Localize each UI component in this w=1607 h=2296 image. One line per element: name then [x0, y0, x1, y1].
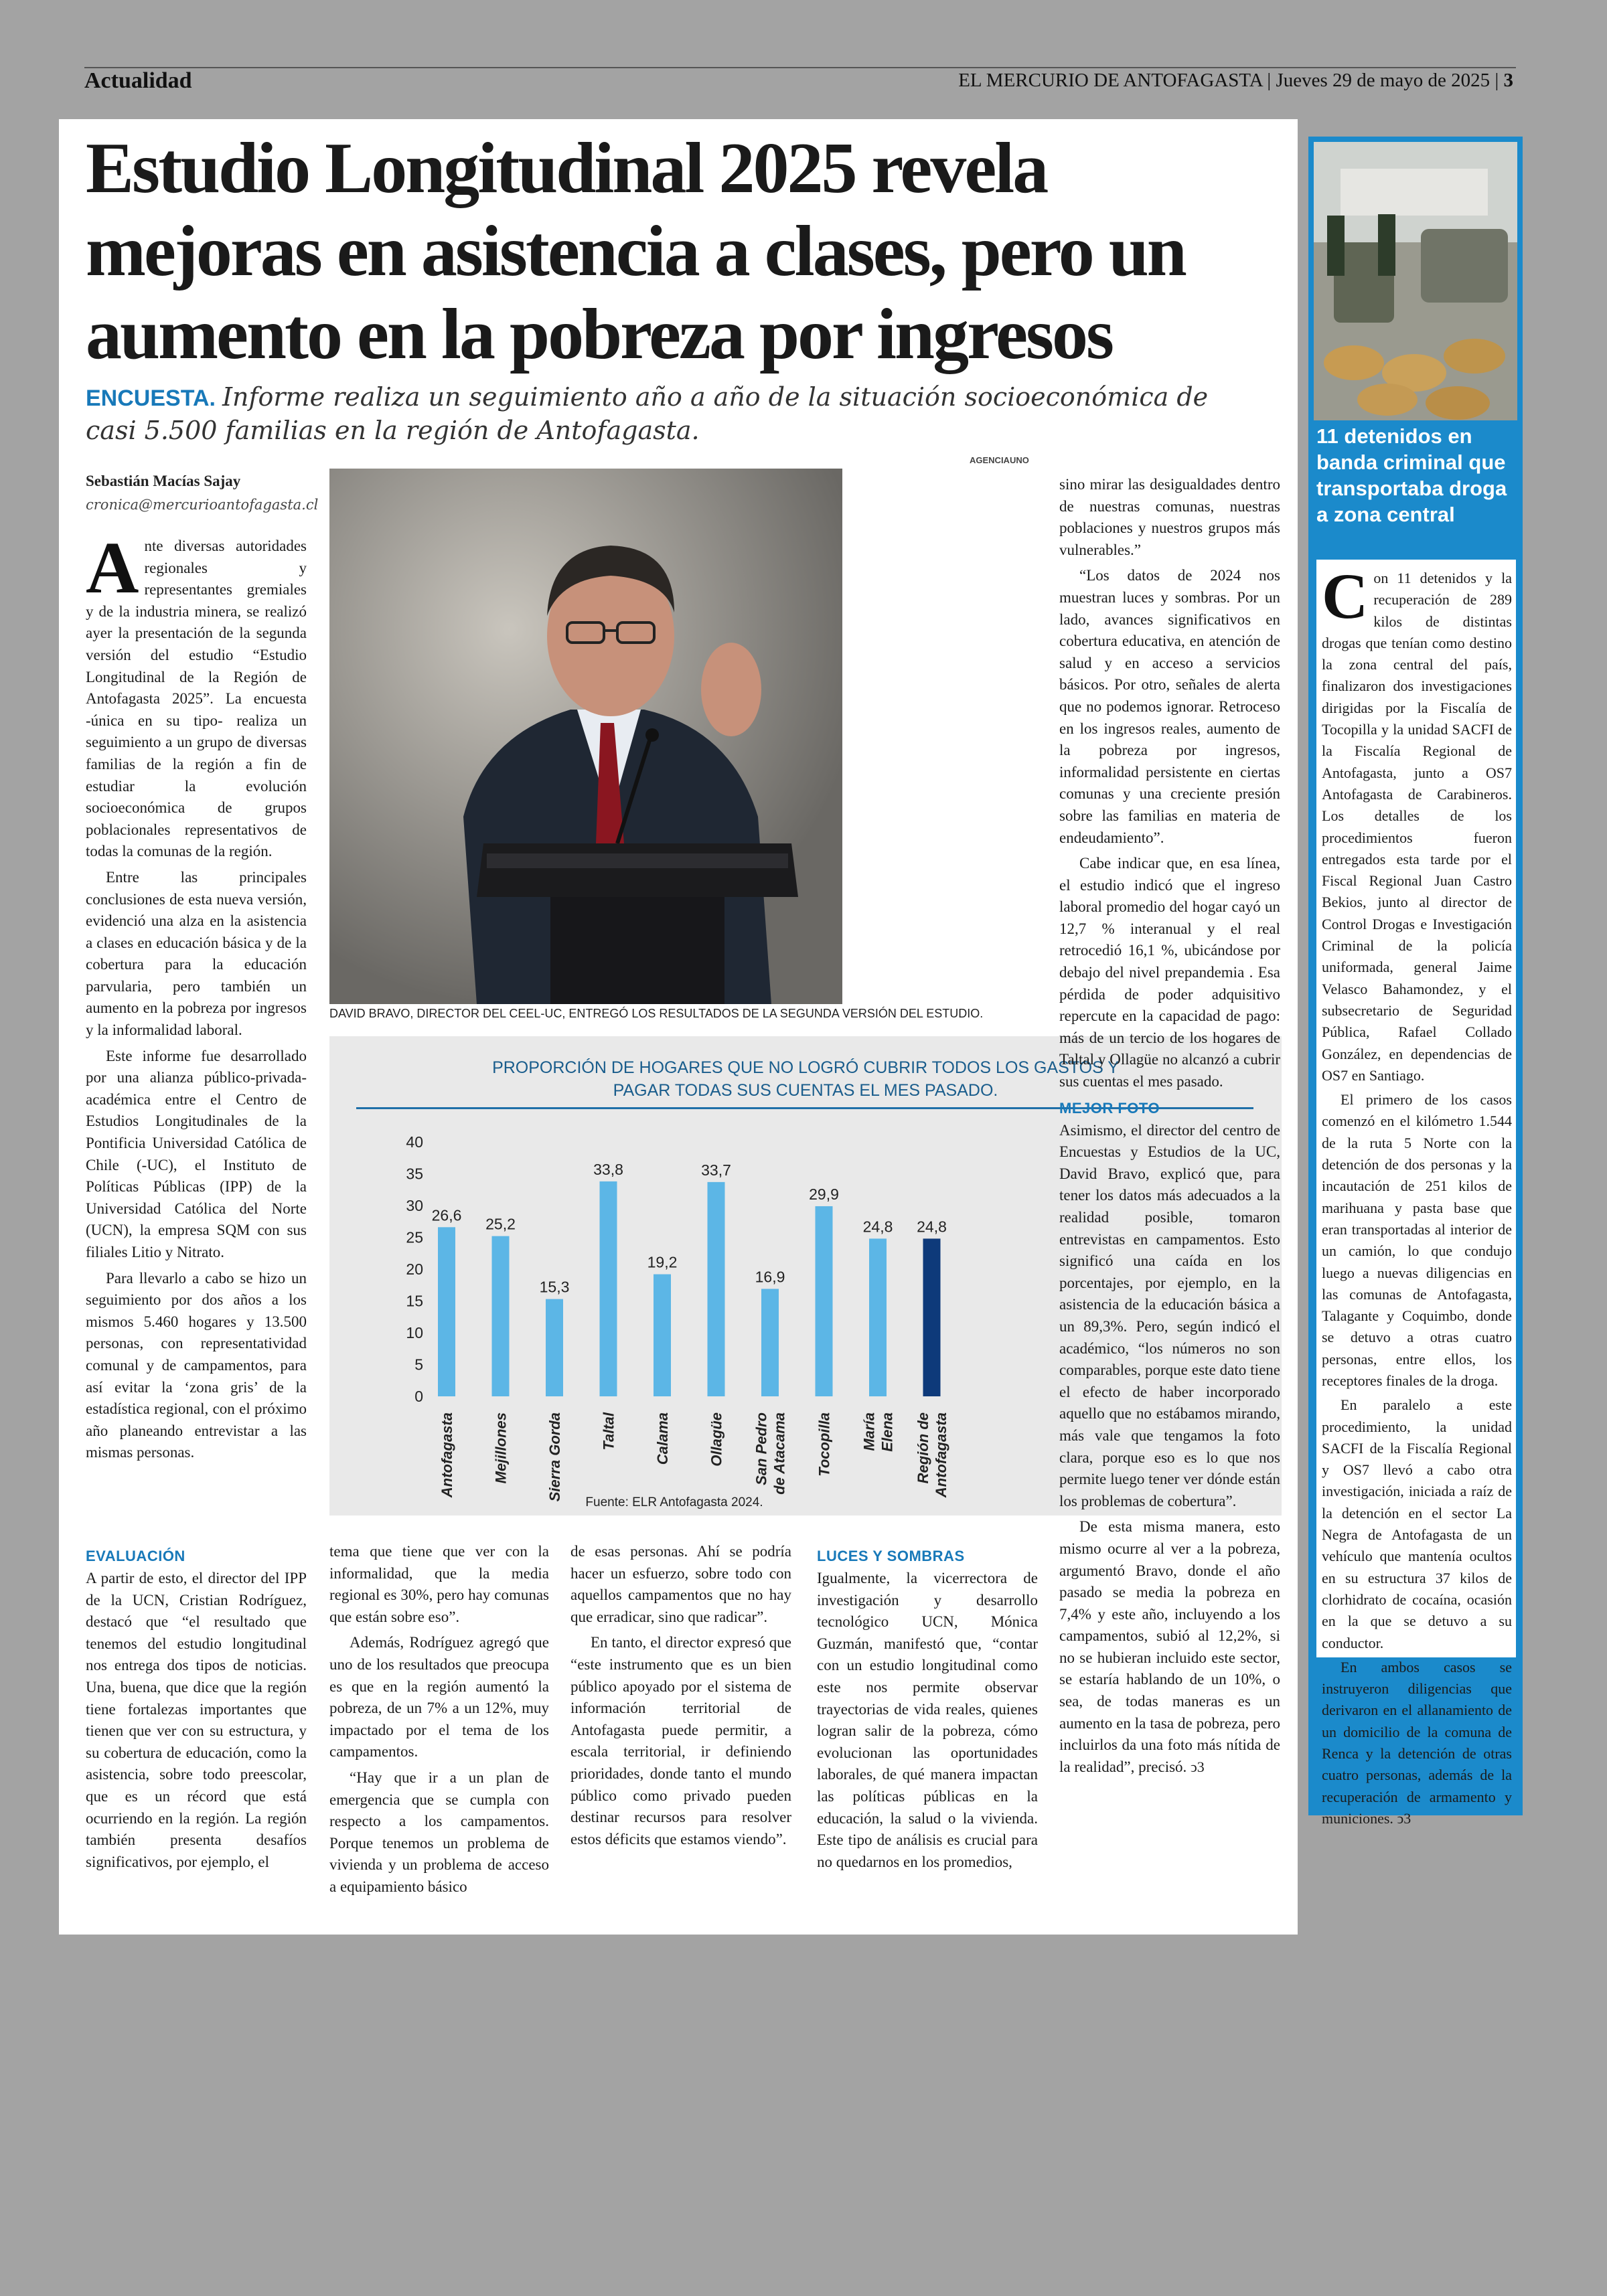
data-label: 33,7	[701, 1161, 731, 1179]
drop-cap: A	[86, 536, 139, 608]
data-label: 16,9	[755, 1268, 785, 1286]
paragraph: Asimismo, el director del centro de Encuestas y Estudios de la UC, David Bravo, explicó que, para tener los datos más adecuados a la realidad posible, tomaron entrevistas en campamentos. Esto significó una caída en los porcentajes, por ejemplo, en la asistencia de la educación básica a un 89,3%. Pero, según indicó el académico, “los números no son comparables, porque este dato tiene el efecto de haber incorporado aquello que no estábamos mirando, más vale que tengamos la foto clara, porque eso es lo que nos permite luego tener ver dónde están los problemas de cobertura”.	[1059, 1121, 1280, 1509]
data-label: 33,8	[593, 1160, 623, 1178]
paragraph: El primero de los casos comenzó en el kilómetro 1.544 de la ruta 5 Norte con la detención de dos personas y la incautación de 251 kilos de marihuana y pasta base que eran transportadas al interior de un camión, lo que condujo luego a nuevas diligencias en las comunas de Antofagasta, Talagante y Coquimbo, donde se detuvo a otras cuatro personas, entre ellos, los receptores finales de la droga.	[1322, 1091, 1512, 1389]
x-tick-label: Calama	[654, 1412, 671, 1465]
bar	[438, 1227, 455, 1396]
article-column-1	[86, 536, 307, 1540]
chart-source: Fuente: ELR Antofagasta 2024.	[585, 1495, 763, 1509]
paragraph: En paralelo a este procedimiento, la unidad SACFI de la Fiscalía Regional y OS7 llevó a cabo otra investigación, iniciada a raíz de la detención en el sector La Negra de Antofagasta de un vehículo que mantenía ocultos en su estructura 37 kilos de clorhidrato de cocaína, ocasión en la que se detuvo a su conductor.	[1322, 1396, 1512, 1651]
article-column-5	[1059, 474, 1280, 1913]
paragraph: Para llevarlo a cabo se hizo un seguimiento por dos años a los mismos 5.460 hogares y 13.500 personas, con representatividad comunal y de campamentos, para así evitar la ‘zona gris’ de la estadística regional, con el próximo año planeando entrevistar a las mismas personas.	[86, 1269, 307, 1461]
article-photo	[329, 469, 842, 1004]
x-tick-label: Región de	[915, 1412, 931, 1484]
headline-line: Estudio Longitudinal 2025 revela	[86, 129, 1047, 208]
chart-title-line: PAGAR TODAS SUS CUENTAS EL MES PASADO.	[613, 1081, 998, 1100]
paragraph: Cabe indicar que, en esa línea, el estudio indicó que el ingreso laboral promedio del hogar cayó un 12,7 % interanual y el real retrocedió 16,1 %, ubicándose por debajo del nivel prepandemia . Esa pérdida de poder adquisitivo repercute en la capacidad de pago: más de un tercio de los hogares de Taltal y Ollagüe no alcanzó a cubrir sus cuentas el mes pasado.	[1059, 855, 1280, 1090]
bar	[816, 1206, 833, 1396]
paragraph	[1322, 560, 1512, 1086]
author-byline: Sebastián Macías Sajay	[86, 473, 241, 489]
x-tick-label: Mejillones	[492, 1412, 510, 1484]
bar	[923, 1238, 941, 1396]
x-tick-label: de Atacama	[771, 1412, 788, 1495]
bar	[546, 1299, 563, 1396]
x-tick-label: Sierra Gorda	[546, 1412, 563, 1502]
paragraph: A partir de esto, el director del IPP de la UCN, Cristian Rodríguez, destacó que “el resultado que tenemos del estudio longitudinal nos entrega dos tipos de noticias. Una, buena, que dice que la región tiene fortalezas importantes que tienen que ver con su estructura, y su cobertura de educación, como la asistencia, sobre todo preescolar, que es un récord que está ocurriendo en la región. La región también presenta desafíos significativos, por ejemplo, el	[86, 1570, 307, 1870]
x-tick-label: Antofagasta	[933, 1412, 949, 1498]
x-tick-label: Elena	[878, 1412, 896, 1452]
newspaper-name: EL MERCURIO DE ANTOFAGASTA	[958, 70, 1263, 91]
y-tick-label: 20	[406, 1260, 423, 1278]
y-tick-label: 30	[406, 1197, 423, 1214]
headline-line: mejoras en asistencia a clases, pero un	[86, 212, 1185, 291]
subheadline	[86, 380, 1257, 447]
masthead: EL MERCURIO DE ANTOFAGASTA | Jueves 29 de mayo de 2025 | 3	[958, 70, 1513, 91]
paragraph	[1059, 1516, 1280, 1778]
paragraph-text: En ambos casos se instruyeron diligencias que derivaron en el allanamiento de un domicilio de la comuna de Renca y la detención de otras cuatro personas, además de la recuperación de armamento y municiones.	[1322, 1658, 1512, 1827]
end-mark-icon: ↄ3	[1191, 1758, 1205, 1775]
y-tick-label: 25	[406, 1228, 423, 1246]
x-tick-label: San Pedro	[753, 1412, 770, 1485]
paragraph-text: nte diversas autoridades regionales y representantes gremiales y de la industria minera, se realizó ayer la presentación de la segunda versión del estudio “Estudio Longitudinal de la Región de Antofagasta 2025”. La encuesta -única en su tipo- realiza un seguimiento a un grupo de diversas familias de la región a fin de estudiar la evolución socioeconómica de grupos poblacionales representativos de todas la comunas de la región.	[86, 538, 307, 860]
x-tick-label: Ollagüe	[708, 1412, 725, 1467]
photo-caption: DAVID BRAVO, DIRECTOR DEL CEEL-UC, ENTREGÓ LOS RESULTADOS DE LA SEGUNDA VERSIÓN DEL ESTUDIO.	[329, 1007, 984, 1020]
page-number: 3	[1503, 70, 1513, 91]
y-tick-label: 5	[414, 1356, 423, 1374]
x-tick-label: Antofagasta	[439, 1412, 455, 1498]
photo-credit: AGENCIAUNO	[970, 455, 1029, 465]
issue-date: Jueves 29 de mayo de 2025	[1276, 70, 1490, 91]
bar	[492, 1236, 510, 1396]
paragraph-text: De esta misma manera, esto mismo ocurre al ver a la pobreza, argumentó Bravo, donde el año pasado se media la pobreza en 7,4% y este año, incluyendo a los campamentos, subió al 12,2%, si no se hubieran incluido este sector, se estaría hablando de un 10%, o sea, de todas maneras es un aumento en la tasa de pobreza, pero incluirlos da una foto más nítida de la realidad”, precisó.	[1059, 1518, 1280, 1775]
paragraph: “Hay que ir a un plan de emergencia que se cumpla con respecto a los campamentos. Porque tenemos un problema de vivienda y un problema de acceso a equipamiento básico	[329, 1769, 549, 1895]
article-column-2	[329, 1541, 549, 1916]
subheading: EVALUACIÓN	[86, 1548, 185, 1564]
headline-line: aumento en la pobreza por ingresos	[86, 295, 1113, 374]
drop-cap: C	[1322, 560, 1369, 632]
end-mark-icon: ↄ3	[1397, 1809, 1411, 1827]
bar	[869, 1238, 887, 1396]
data-label: 24,8	[917, 1218, 947, 1236]
paragraph: Este informe fue desarrollado por una alianza público-privada-académica entre el Centro de Estudios Longitudinales de la Pontificia Universidad Católica de Chile (-UC), el Instituto de Políticas Públicas (IPP) de la Universidad Católica del Norte (UCN), la empresa SQM con sus filiales Litio y Nitrato.	[86, 1047, 307, 1260]
x-tick-label: María	[860, 1412, 878, 1451]
x-tick-label: Tocopilla	[816, 1412, 833, 1477]
paragraph: Además, Rodríguez agregó que uno de los resultados que preocupa es que en la región aumentó la pobreza, de un 7% a un 12%, muy impactado por el tema de los campamentos.	[329, 1634, 549, 1760]
data-label: 29,9	[809, 1185, 839, 1203]
paragraph: Igualmente, la vicerrectora de investigación y desarrollo tecnológico UCN, Mónica Guzmán, manifestó que, “contar con un estudio longitudinal como este nos permite observar trayectorias de vida reales, quienes logran salir de la pobreza, cómo evolucionan las oportunidades laborales, de qué manera impactan las políticas públicas en la educación, la salud o la vivienda. Este tipo de análisis es crucial para no quedarnos en los promedios,	[817, 1570, 1038, 1870]
speaker-illustration	[329, 469, 842, 1004]
y-tick-label: 15	[406, 1292, 423, 1310]
headline	[86, 127, 1264, 376]
article-column-4	[817, 1541, 1038, 1916]
author-email[interactable]: cronica@mercurioantofagasta.cl	[86, 497, 319, 513]
chart-title-line: PROPORCIÓN DE HOGARES QUE NO LOGRÓ CUBRIR TODOS LOS GASTOS Y	[492, 1058, 1119, 1077]
y-tick-label: 35	[406, 1165, 423, 1183]
subheading: LUCES Y SOMBRAS	[817, 1548, 965, 1564]
seized-drugs-illustration	[1314, 142, 1517, 420]
paragraph-text: on 11 detenidos y la recuperación de 289 kilos de distintas drogas que tenían como destino la zona central del país, finalizaron dos investigaciones dirigidas por la Fiscalía de Tocopilla y la unidad SACFI de la Fiscalía Regional de Antofagasta, junto a OS7 Antofagasta de Carabineros. Los detalles de los procedimientos fueron entregados esta tarde por el Fiscal Regional Juan Castro Bekios, junto al director de Control Drogas e Investigación Criminal de la policía uniformada, general Jaime Velasco Bahamondez, y el subsecretario de Seguridad Pública, Rafael Collado González, en dependencias de OS7 en Santiago.	[1322, 570, 1512, 1084]
article-column-3	[570, 1541, 791, 1916]
bar	[600, 1181, 617, 1396]
subheading: MEJOR FOTO	[1059, 1099, 1160, 1117]
sidebar-text	[1322, 560, 1512, 1832]
paragraph	[1322, 1657, 1512, 1829]
paragraph: Entre las principales conclusiones de esta nueva versión, evidenció una alza en la asistencia a clases en educación básica y de la cobertura para la educación parvularia, pero también un aumento en la pobreza por ingresos y la informalidad laboral.	[86, 868, 307, 1039]
sidebar-headline: 11 detenidos en banda criminal que transportaba droga a zona central	[1316, 424, 1507, 526]
paragraph: sino mirar las desigualdades dentro de nuestras comunas, nuestras poblaciones y nuestros grupos más vulnerables.”	[1059, 476, 1280, 558]
header-rule	[84, 67, 1516, 68]
data-label: 26,6	[431, 1206, 462, 1224]
data-label: 24,8	[862, 1218, 893, 1236]
section-label: Actualidad	[84, 68, 192, 93]
paragraph: “Los datos de 2024 nos muestran luces y sombras. Por un lado, avances significativos en cobertura educativa, en atención de salud y en acceso a servicios básicos. Por otro, señales de alerta que no podemos ignorar. Retroceso en los ingresos reales, aumento de la pobreza por ingresos, informalidad persistente en ciertas comunas y una creciente presión sobre las familias en materia de endeudamiento”.	[1059, 567, 1280, 846]
paragraph	[86, 536, 307, 863]
paragraph: En tanto, el director expresó que “este instrumento que es un bien público apoyado por el sistema de información territorial de Antofagasta puede permitir, a escala territorial, ir definiendo prioridades, donde tanto el mundo público como privado pueden destinar recursos para resolver estos déficits que estamos viendo”.	[570, 1634, 791, 1848]
data-label: 15,3	[539, 1278, 570, 1296]
data-label: 25,2	[485, 1215, 516, 1233]
paragraph: de esas personas. Ahí se podría hacer un esfuerzo, sobre todo con aquellos campamentos que no hay que erradicar, sino que radicar”.	[570, 1543, 791, 1625]
y-tick-label: 10	[406, 1324, 423, 1341]
article-column-1-bottom	[86, 1541, 307, 1916]
kicker: ENCUESTA.	[86, 386, 216, 411]
data-label: 19,2	[647, 1253, 678, 1271]
y-tick-label: 40	[406, 1133, 423, 1151]
paragraph: tema que tiene que ver con la informalidad, que la media regional es 30%, pero hay comunas que están sobre eso”.	[329, 1543, 549, 1625]
bar	[761, 1289, 779, 1396]
x-tick-label: Taltal	[600, 1412, 617, 1451]
bar	[708, 1182, 725, 1396]
bar	[654, 1275, 671, 1396]
dek-text: Informe realiza un seguimiento año a año de la situación socioeconómica de casi 5.500 familias en la región de Antofagasta.	[86, 382, 1209, 445]
sidebar-photo	[1314, 142, 1517, 420]
y-tick-label: 0	[414, 1388, 423, 1405]
